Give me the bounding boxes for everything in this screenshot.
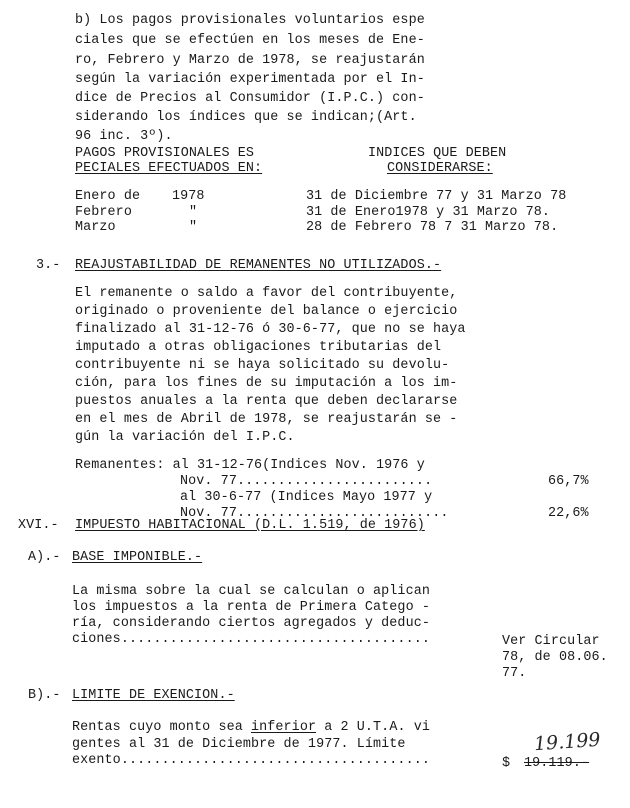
handwritten-amount: 19.199 — [533, 728, 602, 756]
section-a-line: La misma sobre la cual se calculan o aplican — [72, 584, 430, 599]
section-xvi-title: IMPUESTO HABITACIONAL (D.L. 1.519, de 1976) — [75, 518, 425, 533]
remanentes-value: 66,7% — [548, 474, 589, 489]
section-b-line: según la variación experimentada por el In- — [75, 72, 425, 87]
section-a-line: ciones...................................... — [72, 632, 430, 647]
section-b2-title: LIMITE DE EXENCION.- — [72, 688, 235, 703]
remanentes-line: Nov. 77........................ — [180, 474, 433, 489]
section-3-line: en el mes de Abril de 1978, se reajustarán se - — [75, 412, 458, 427]
section-3-line: ción, para los fines de su imputación a los im- — [75, 376, 458, 391]
table-cell-month: Marzo — [75, 220, 116, 235]
table-header-right: INDICES QUE DEBEN — [368, 146, 507, 161]
typed-amount: 19.119.- — [524, 756, 590, 771]
section-b-line: ro, Febrero y Marzo de 1978, se reajustarán — [75, 53, 425, 68]
table-cell-month: Febrero — [75, 205, 132, 220]
table-cell-indices: 31 de Enero1978 y 31 Marzo 78. — [306, 205, 551, 220]
table-cell-year: " — [189, 205, 198, 220]
remanentes-line: Nov. 77.......................... — [180, 506, 449, 521]
remanentes-value: 22,6% — [548, 506, 589, 521]
reference-line: 77. — [502, 666, 527, 681]
section-3-line: finalizado al 31-12-76 ó 30-6-77, que no se haya — [75, 322, 466, 337]
currency-symbol: $ — [502, 756, 511, 771]
reference-line: Ver Circular — [502, 634, 600, 649]
limite-line-pre: Rentas cuyo monto sea — [72, 720, 251, 735]
section-a-line: ría, considerando ciertos agregados y deduc- — [72, 616, 430, 631]
section-a-label: A).- — [28, 550, 61, 565]
table-header-left: PAGOS PROVISIONALES ES — [75, 146, 254, 161]
limite-line-post: a 2 U.T.A. vi — [316, 720, 430, 735]
remanentes-line: Remanentes: al 31-12-76(Indices Nov. 1976 y — [75, 458, 425, 473]
table-cell-year: 1978 — [172, 189, 205, 204]
section-3-line: imputado a otras obligaciones tributarias del — [75, 340, 442, 355]
section-3-line: originado o proveniente del balance o ejercicio — [75, 304, 458, 319]
section-3-line: contribuyente ni se haya solicitado su devolu- — [75, 358, 450, 373]
section-3-number: 3.- — [36, 258, 61, 273]
section-b-line: 96 inc. 3º). — [75, 129, 173, 144]
section-3-line: El remanente o saldo a favor del contribuyente, — [75, 286, 458, 301]
section-3-title: REAJUSTABILIDAD DE REMANENTES NO UTILIZADOS.- — [75, 258, 442, 273]
section-b2-label: B).- — [28, 688, 61, 703]
limite-line: gentes al 31 de Diciembre de 1977. Límite — [72, 737, 406, 752]
table-cell-month: Enero de — [75, 189, 141, 204]
section-xvi-number: XVI.- — [18, 518, 59, 533]
section-a-line: los impuestos a la renta de Primera Catego - — [72, 600, 430, 615]
section-3-line: gún la variación del I.P.C. — [75, 430, 295, 445]
remanentes-line: al 30-6-77 (Indices Mayo 1977 y — [180, 490, 433, 505]
limite-line: exento...................................... — [72, 753, 430, 768]
section-b-line: b) Los pagos provisionales voluntarios espe — [75, 13, 425, 28]
reference-line: 78, de 08.06. — [502, 650, 608, 665]
section-a-title: BASE IMPONIBLE.- — [72, 550, 203, 565]
table-cell-indices: 31 de Diciembre 77 y 31 Marzo 78 — [306, 189, 567, 204]
table-cell-indices: 28 de Febrero 78 7 31 Marzo 78. — [306, 220, 559, 235]
limite-emphasis: inferior — [251, 720, 317, 735]
limite-line — [72, 720, 430, 735]
section-b-line: ciales que se efectúen en los meses de Ene- — [75, 33, 425, 48]
table-header-left: PECIALES EFECTUADOS EN: — [75, 161, 263, 176]
table-cell-year: " — [189, 220, 198, 235]
section-b-line: dice de Precios al Consumidor (I.P.C.) con- — [75, 91, 425, 106]
section-b-line: siderando los índices que se indican;(Art. — [75, 110, 417, 125]
section-3-line: puestos anuales a la renta que deben declararse — [75, 394, 458, 409]
table-header-right: CONSIDERARSE: — [387, 161, 493, 176]
